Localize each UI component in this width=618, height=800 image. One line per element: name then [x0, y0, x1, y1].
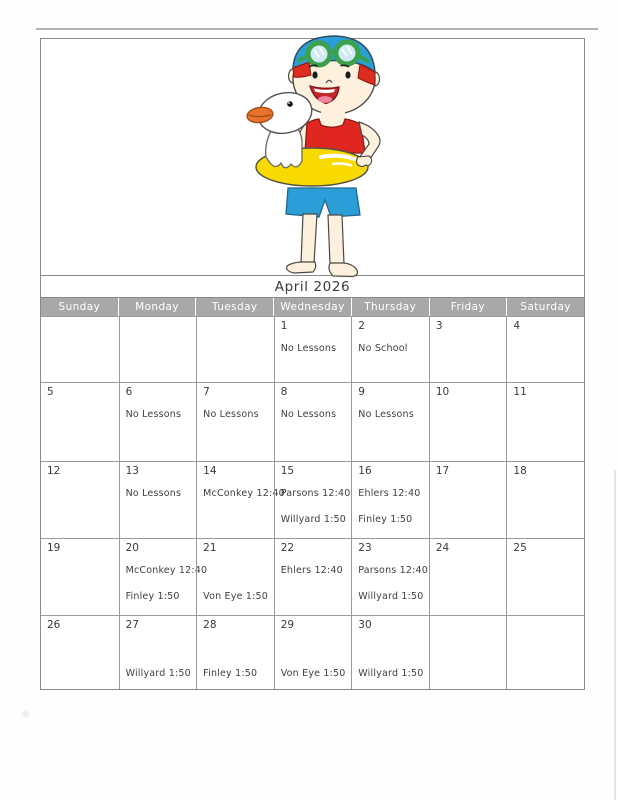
event-label: Ehlers 12:40 — [280, 565, 343, 576]
right-hand — [357, 156, 372, 167]
month-title: April 2026 — [274, 278, 351, 295]
calendar-day-30 — [351, 616, 429, 689]
day-number: 29 — [280, 619, 295, 631]
left-foot — [287, 262, 316, 273]
day-number: 14 — [203, 465, 217, 477]
day-number: 8 — [280, 386, 288, 398]
calendar-day-12 — [41, 462, 119, 538]
event-label: Willyard 1:50 — [358, 668, 424, 679]
day-number: 21 — [203, 542, 217, 554]
day-number: 11 — [513, 386, 527, 398]
day-number: 28 — [203, 619, 217, 631]
day-number: 3 — [435, 320, 443, 332]
calendar-week-1 — [41, 316, 584, 382]
calendar-day-8 — [274, 383, 352, 461]
calendar-week-3 — [41, 461, 584, 538]
calendar-day-13 — [119, 462, 197, 538]
scan-smudge — [22, 711, 29, 717]
day-number: 19 — [47, 542, 61, 554]
day-number: 23 — [358, 542, 372, 554]
calendar-day-6 — [119, 383, 197, 461]
day-number: 20 — [125, 542, 139, 554]
calendar-day-7 — [196, 383, 274, 461]
day-header-wednesday: Wednesday — [274, 298, 351, 316]
day-number: 22 — [280, 542, 295, 554]
calendar-day-22 — [274, 539, 352, 615]
day-number: 25 — [513, 542, 527, 554]
scan-edge-artifact-right — [614, 470, 616, 800]
right-leg — [328, 215, 344, 264]
scan-edge-artifact-top — [36, 28, 598, 30]
day-header-sunday: Sunday — [41, 298, 118, 316]
calendar-day-empty — [506, 616, 584, 689]
event-label: Parsons 12:40 — [358, 565, 429, 576]
day-number: 10 — [435, 386, 450, 398]
day-header-thursday: Thursday — [352, 298, 429, 316]
calendar-day-27 — [119, 616, 197, 689]
calendar-day-24 — [429, 539, 507, 615]
neck — [321, 109, 345, 127]
calendar-day-empty — [196, 317, 274, 382]
calendar-day-21 — [196, 539, 274, 615]
event-label: Ehlers 12:40 — [358, 488, 421, 499]
day-number: 12 — [47, 465, 61, 477]
calendar-day-empty — [119, 317, 197, 382]
calendar-day-2 — [351, 317, 429, 382]
illustration-area — [41, 39, 584, 276]
event-label: No Lessons — [125, 409, 182, 420]
tongue — [318, 96, 332, 103]
calendar-day-28 — [196, 616, 274, 689]
calendar-day-16 — [351, 462, 429, 538]
day-number: 15 — [280, 465, 295, 477]
calendar-header-row — [41, 297, 584, 316]
calendar-day-empty — [41, 317, 119, 382]
event-label: No Lessons — [203, 409, 259, 420]
event-label: Finley 1:50 — [125, 591, 180, 602]
day-number: 27 — [125, 619, 139, 631]
day-header-friday: Friday — [430, 298, 507, 316]
calendar-day-14 — [196, 462, 285, 538]
day-header-monday: Monday — [119, 298, 196, 316]
event-label: No Lessons — [280, 409, 337, 420]
swimmer-boy-illustration — [221, 31, 401, 281]
day-number: 16 — [358, 465, 372, 477]
event-label: Willyard 1:50 — [280, 514, 346, 525]
event-label: No School — [358, 343, 408, 354]
calendar-day-4 — [506, 317, 584, 382]
right-eye — [345, 71, 350, 78]
day-number: 7 — [203, 386, 210, 398]
calendar-day-11 — [506, 383, 584, 461]
day-number: 18 — [513, 465, 527, 477]
calendar-grid — [41, 316, 584, 689]
day-header-tuesday: Tuesday — [196, 298, 273, 316]
duck-eye-glint — [288, 102, 290, 104]
event-label: No Lessons — [125, 488, 182, 499]
event-label: Finley 1:50 — [358, 514, 413, 525]
calendar-day-3 — [429, 317, 507, 382]
duck-eye — [287, 101, 293, 107]
day-number: 4 — [513, 320, 521, 332]
calendar-day-18 — [506, 462, 584, 538]
calendar-day-25 — [506, 539, 584, 615]
calendar-day-1 — [274, 317, 352, 382]
calendar-day-19 — [41, 539, 119, 615]
day-number: 2 — [358, 320, 365, 332]
event-label: Von Eye 1:50 — [203, 591, 268, 602]
calendar-day-15 — [274, 462, 352, 538]
calendar-week-2 — [41, 382, 584, 461]
calendar-day-10 — [429, 383, 507, 461]
day-number: 9 — [358, 386, 365, 398]
day-number: 5 — [47, 386, 54, 398]
calendar-day-9 — [351, 383, 429, 461]
event-label: Finley 1:50 — [203, 668, 258, 679]
event-label: No Lessons — [280, 343, 337, 354]
calendar-day-23 — [351, 539, 429, 615]
day-number: 30 — [358, 619, 372, 631]
calendar-day-29 — [274, 616, 352, 689]
calendar-day-17 — [429, 462, 507, 538]
right-foot — [329, 263, 358, 277]
event-label: McConkey 12:40 — [203, 488, 285, 499]
event-label: McConkey 12:40 — [125, 565, 208, 576]
calendar-day-20 — [119, 539, 208, 615]
calendar-day-empty — [429, 616, 507, 689]
shorts — [286, 188, 360, 217]
event-label: Parsons 12:40 — [280, 488, 351, 499]
day-number: 13 — [125, 465, 139, 477]
day-number: 24 — [435, 542, 450, 554]
day-number: 6 — [125, 386, 133, 398]
event-label: Von Eye 1:50 — [280, 668, 346, 679]
event-label: Willyard 1:50 — [358, 591, 424, 602]
event-label: No Lessons — [358, 409, 414, 420]
day-number: 17 — [435, 465, 450, 477]
left-leg — [301, 214, 317, 263]
event-label: Willyard 1:50 — [125, 668, 191, 679]
calendar-sheet — [40, 38, 585, 690]
calendar-week-4 — [41, 538, 584, 615]
day-header-saturday: Saturday — [507, 298, 584, 316]
day-number: 26 — [47, 619, 61, 631]
calendar-day-5 — [41, 383, 119, 461]
calendar-week-5 — [41, 615, 584, 689]
calendar-day-26 — [41, 616, 119, 689]
left-eye — [312, 71, 317, 78]
day-number: 1 — [280, 320, 288, 332]
